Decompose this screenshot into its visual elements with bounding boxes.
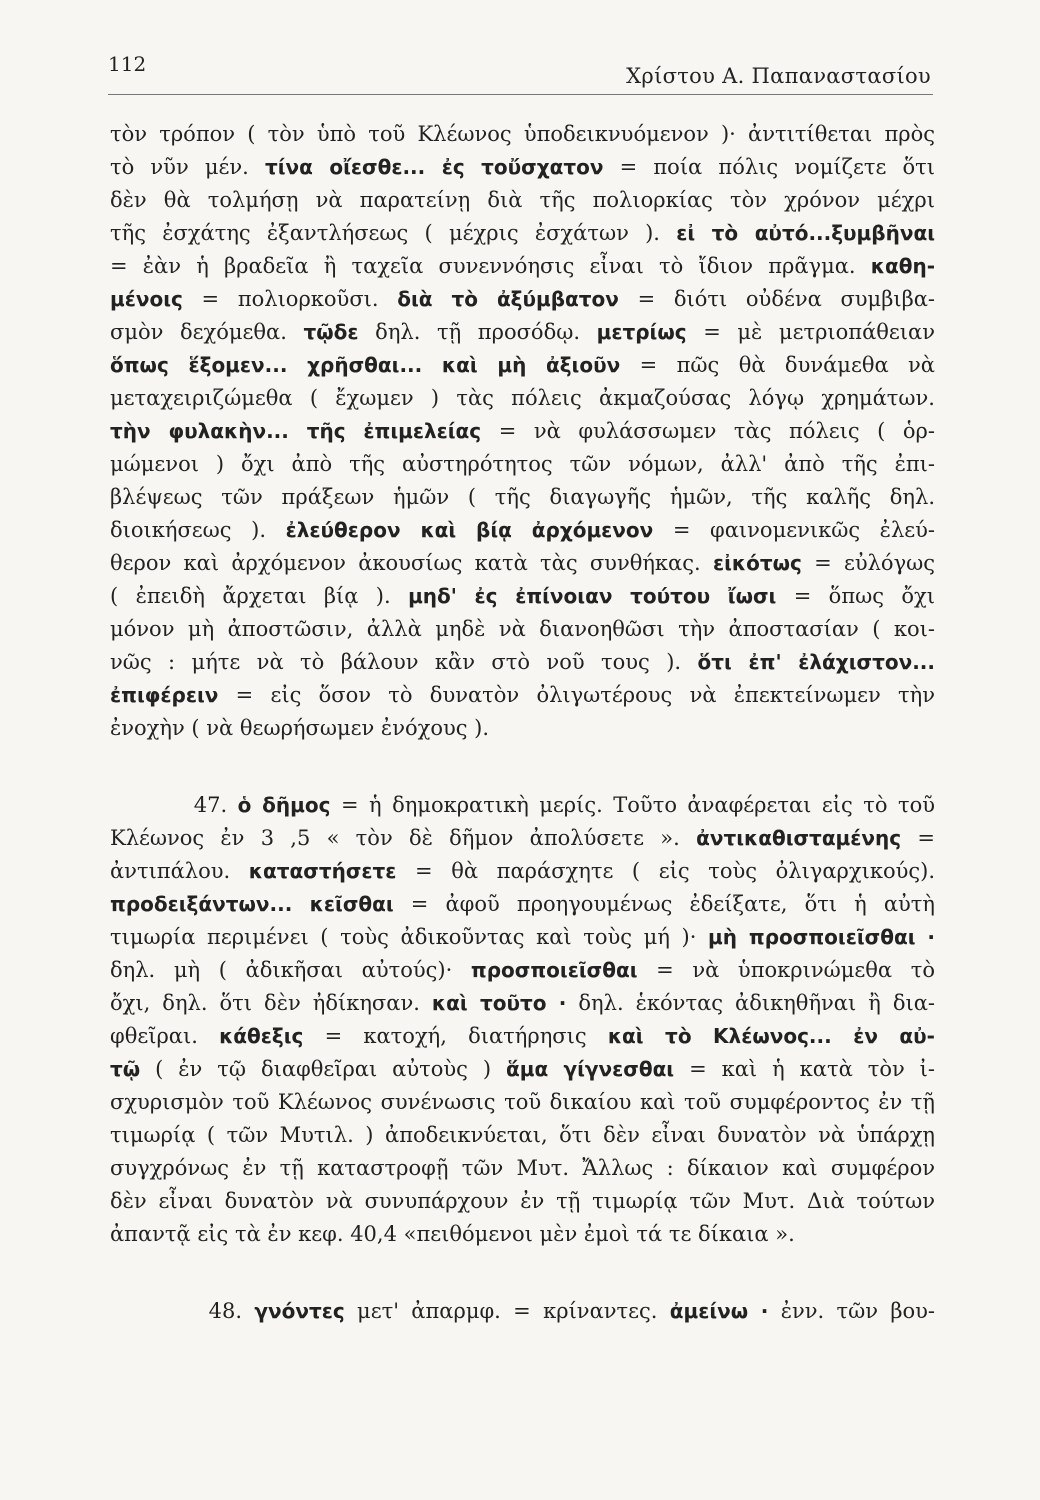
text-line: [110, 987, 935, 1020]
commentary-paragraph: [110, 118, 935, 745]
gloss-text: ἀπαντᾷ εἰς τὰ ἐν κεφ. 40,4 «πειθόμενοι μὲν ἐμοὶ τά τε δίκαια ».: [110, 1222, 795, 1246]
gloss-text: δηλ. μὴ ( ἀδικῆσαι αὐτούς)·: [110, 958, 471, 982]
gloss-text: = πῶς θὰ δυνάμεθα νὰ: [620, 353, 935, 377]
gloss-text: ἐνοχὴν ( νὰ θεωρήσωμεν ἐνόχους ).: [110, 716, 490, 740]
gloss-text: = ἡ δημοκρατικὴ μερίς. Τοῦτο ἀναφέρεται εἰς τὸ τοῦ: [330, 793, 935, 817]
lemma-term: ὁ δῆμος: [237, 793, 331, 817]
gloss-text: = φαινομενικῶς ἐλεύ-: [653, 518, 935, 542]
lemma-term: μένοις: [110, 287, 183, 311]
commentary-paragraph: [110, 1295, 935, 1328]
lemma-term: τίνα οἴεσθε... ἐς τοὔσχατον: [264, 155, 604, 179]
lemma-term: καταστήσετε: [248, 859, 397, 883]
text-line: [110, 184, 935, 217]
header-rule: [108, 94, 933, 95]
gloss-text: τιμωρίᾳ ( τῶν Μυτιλ. ) ἀποδεικνύεται, ὅτι δὲν εἶναι δυνατὸν νὰ ὑπάρχῃ: [110, 1123, 935, 1147]
gloss-text: μώμενοι ) ὄχι ἀπὸ τῆς αὐστηρότητος τῶν νόμων, ἀλλ' ἀπὸ τῆς ἐπι-: [110, 452, 935, 476]
gloss-text: δηλ. τῇ προσόδῳ.: [358, 320, 597, 344]
gloss-text: μετ' ἀπαρμφ. = κρίναντες.: [344, 1299, 670, 1323]
lemma-term: μὴ προσποιεῖσθαι ·: [708, 925, 935, 949]
gloss-text: μεταχειριζώμεθα ( ἔχωμεν ) τὰς πόλεις ἀκμαζούσας λόγῳ χρημάτων.: [110, 386, 935, 410]
lemma-term: τὴν φυλακὴν... τῆς ἐπιμελείας: [110, 419, 482, 443]
gloss-text: = νὰ ὑποκρινώμεθα τὸ: [637, 958, 935, 982]
lemma-term: καὶ τὸ Κλέωνος... ἐν αὐ-: [607, 1024, 935, 1048]
text-line: [110, 316, 935, 349]
lemma-term: μηδ' ἐς ἐπίνοιαν τούτου ἴωσι: [408, 584, 777, 608]
gloss-text: = ἐὰν ἡ βραδεῖα ἢ ταχεῖα συνεννόησις εἶναι τὸ ἴδιον πρᾶγμα.: [110, 254, 871, 278]
lemma-term: ἅμα γίγνεσθαι: [506, 1057, 675, 1081]
text-line: [110, 250, 935, 283]
gloss-text: = ἀφοῦ προηγουμένως ἐδείξατε, ὅτι ἡ αὐτὴ: [393, 892, 935, 916]
lemma-term: προδειξάντων... κεῖσθαι: [110, 892, 394, 916]
lemma-term: τῷ: [110, 1057, 141, 1081]
gloss-text: = εἰς ὅσον τὸ δυνατὸν ὀλιγωτέρους νὰ ἐπεκτείνωμεν τὴν: [218, 683, 935, 707]
text-line: [110, 1295, 935, 1328]
gloss-text: ( ἐπειδὴ ἄρχεται βίᾳ ).: [110, 584, 409, 608]
gloss-text: νῶς : μήτε νὰ τὸ βάλουν κἂν στὸ νοῦ τους ).: [110, 650, 698, 674]
gloss-text: ἀντιπάλου.: [110, 859, 249, 883]
text-line: [110, 481, 935, 514]
page-header: [108, 44, 933, 96]
gloss-text: =: [901, 826, 935, 850]
gloss-text: = εὐλόγως: [801, 551, 935, 575]
lemma-term: γνόντες: [254, 1299, 345, 1323]
text-line: [110, 921, 935, 954]
text-line: [110, 954, 935, 987]
gloss-text: = θὰ παράσχητε ( εἰς τοὺς ὀλιγαρχικούς).: [396, 859, 935, 883]
gloss-text: 48.: [110, 1299, 255, 1323]
text-line: [110, 1218, 935, 1251]
running-head: Χρίστου Α. Παπαναστασίου: [626, 64, 931, 88]
gloss-text: = κατοχή, διατήρησις: [303, 1024, 608, 1048]
gloss-text: δὲν θὰ τολμήσῃ νὰ παρατείνῃ διὰ τῆς πολιορκίας τὸν χρόνον μέχρι: [110, 188, 935, 212]
gloss-text: = καὶ ἡ κατὰ τὸν ἰ-: [674, 1057, 935, 1081]
gloss-text: δηλ. ἑκόντας ἀδικηθῆναι ἢ δια-: [566, 991, 935, 1015]
gloss-text: διοικήσεως ).: [110, 518, 286, 542]
text-line: [110, 613, 935, 646]
text-line: [110, 822, 935, 855]
lemma-term: προσποιεῖσθαι: [470, 958, 638, 982]
gloss-text: σμὸν δεχόμεθα.: [110, 320, 304, 344]
text-line: [110, 118, 935, 151]
gloss-text: μόνον μὴ ἀποστῶσιν, ἀλλὰ μηδὲ νὰ διανοηθῶσι τὴν ἀποστασίαν ( κοι-: [110, 617, 935, 641]
text-line: [110, 580, 935, 613]
text-line: [110, 1185, 935, 1218]
lemma-term: καθη-: [870, 254, 935, 278]
gloss-text: = ποία πόλις νομίζετε ὅτι: [603, 155, 935, 179]
text-line: [110, 217, 935, 250]
text-line: [110, 514, 935, 547]
text-line: [110, 1152, 935, 1185]
text-line: [110, 151, 935, 184]
gloss-text: φθεῖραι.: [110, 1024, 220, 1048]
lemma-term: καὶ τοῦτο ·: [431, 991, 567, 1015]
commentary-body: [110, 118, 935, 1328]
lemma-term: ἐπιφέρειν: [110, 683, 219, 707]
text-line: [110, 1119, 935, 1152]
text-line: [110, 855, 935, 888]
text-line: [110, 448, 935, 481]
text-line: [110, 1020, 935, 1053]
gloss-text: τιμωρία περιμένει ( τοὺς ἀδικοῦντας καὶ τοὺς μή )·: [110, 925, 709, 949]
gloss-text: = νὰ φυλάσσωμεν τὰς πόλεις ( ὁρ-: [481, 419, 935, 443]
lemma-term: διὰ τὸ ἀξύμβατον: [397, 287, 619, 311]
page-number: 112: [108, 52, 147, 76]
gloss-text: = μὲ μετριοπάθειαν: [686, 320, 935, 344]
lemma-term: εἰκότως: [712, 551, 802, 575]
text-line: [110, 349, 935, 382]
gloss-text: ( ἐν τῷ διαφθεῖραι αὐτοὺς ): [140, 1057, 507, 1081]
paragraph-gap: [110, 1251, 935, 1295]
commentary-paragraph: [110, 789, 935, 1251]
lemma-term: κάθεξις: [219, 1024, 304, 1048]
lemma-term: ἐλεύθερον καὶ βίᾳ ἀρχόμενον: [285, 518, 654, 542]
text-line: [110, 789, 935, 822]
text-line: [110, 679, 935, 712]
gloss-text: βλέψεως τῶν πράξεων ἡμῶν ( τῆς διαγωγῆς ἡμῶν, τῆς καλῆς δηλ.: [110, 485, 935, 509]
gloss-text: Κλέωνος ἐν 3 ,5 « τὸν δὲ δῆμον ἀπολύσετε ».: [110, 826, 697, 850]
lemma-term: ἀμείνω ·: [669, 1299, 769, 1323]
text-line: [110, 1053, 935, 1086]
gloss-text: τὸν τρόπον ( τὸν ὑπὸ τοῦ Κλέωνος ὑποδεικνυόμενον )· ἀντιτίθεται πρὸς: [110, 122, 935, 146]
text-line: [110, 415, 935, 448]
text-line: [110, 888, 935, 921]
text-line: [110, 646, 935, 679]
gloss-text: = ὅπως ὄχι: [776, 584, 935, 608]
gloss-text: ἐνν. τῶν βου-: [768, 1299, 935, 1323]
text-line: [110, 382, 935, 415]
text-line: [110, 283, 935, 316]
gloss-text: = πολιορκοῦσι.: [182, 287, 398, 311]
lemma-term: μετρίως: [596, 320, 687, 344]
text-line: [110, 547, 935, 580]
lemma-term: ἀντικαθισταμένης: [696, 826, 902, 850]
text-line: [110, 1086, 935, 1119]
gloss-text: δὲν εἶναι δυνατὸν νὰ συνυπάρχουν ἐν τῇ τιμωρίᾳ τῶν Μυτ. Διὰ τούτων: [110, 1189, 935, 1213]
gloss-text: σχυρισμὸν τοῦ Κλέωνος συνένωσις τοῦ δικαίου καὶ τοῦ συμφέροντος ἐν τῇ: [110, 1090, 935, 1114]
gloss-text: τῆς ἐσχάτης ἐξαντλήσεως ( μέχρις ἐσχάτων ).: [110, 221, 677, 245]
text-line: [110, 712, 935, 745]
paragraph-gap: [110, 745, 935, 789]
gloss-text: θερον καὶ ἀρχόμενον ἀκουσίως κατὰ τὰς συνθήκας.: [110, 551, 713, 575]
gloss-text: 47.: [110, 793, 238, 817]
gloss-text: = διότι οὐδένα συμβιβα-: [618, 287, 935, 311]
gloss-text: συγχρόνως ἐν τῇ καταστροφῇ τῶν Μυτ. Ἄλλως : δίκαιον καὶ συμφέρον: [110, 1156, 935, 1180]
lemma-term: ὅπως ἕξομεν... χρῆσθαι... καὶ μὴ ἀξιοῦν: [110, 353, 621, 377]
lemma-term: ὅτι ἐπ' ἐλάχιστον...: [697, 650, 935, 674]
lemma-term: τῷδε: [303, 320, 359, 344]
gloss-text: τὸ νῦν μέν.: [110, 155, 265, 179]
lemma-term: εἰ τὸ αὐτό...ξυμβῆναι: [676, 221, 935, 245]
gloss-text: ὄχι, δηλ. ὅτι δὲν ἠδίκησαν.: [110, 991, 432, 1015]
